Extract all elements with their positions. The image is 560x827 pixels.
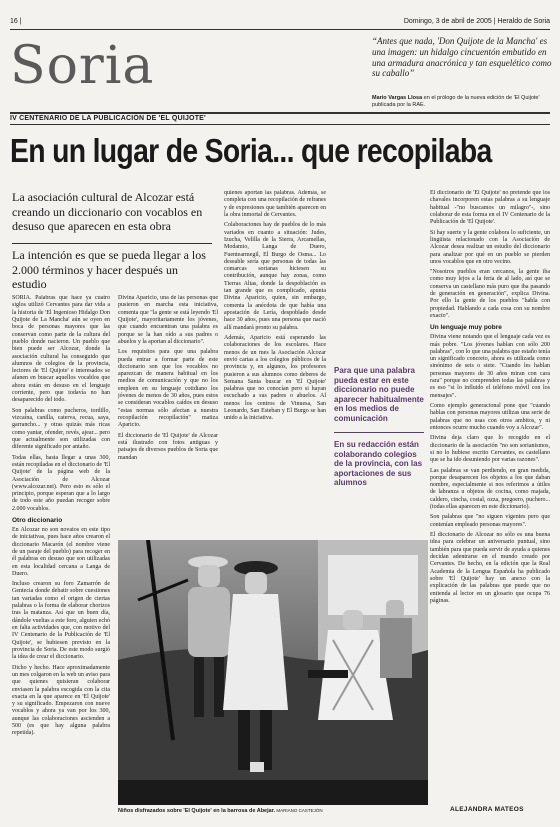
- date-and-paper: Domingo, 3 de abril de 2005 | Heraldo de Soria: [403, 18, 550, 25]
- paragraph: El diccionario de 'El Quijote' de Alcozar está ilustrado con fotos antiguas y paisajes de diversos pueblos de Soria que mandan: [118, 432, 218, 461]
- photo-credit: MARIANO CASTEJÓN: [275, 808, 323, 813]
- article-column-2: [118, 295, 218, 535]
- paragraph: Los requisitos para que una palabra pueda entrar a formar parte de este diccionario son que los vocablos no aparezcan de manera habitual en los medios de comunicación y que no los empleen en su lenguaje cotidiano los jóvenes de menos de 30 años, pues estos se consideran vocablos caídos en desuso "estas normas sólo afectan a nuestra recopilación recopilación" matiza Aparicio.: [118, 349, 218, 429]
- paragraph: El diccionario de 'El Quijote' no pretende que los chavales incorporen estas palabras a su lenguaje habitual -"no buscamos un milagro"-, sino colaborar de esta forma en el IV Centenario de la Publicación de 'El Quijote'.: [430, 190, 550, 226]
- paragraph: Divina deja claro que lo recogido en el diccionario de la asociación "no son sorianismos, si no lo hubiese escrito Cervantes, es castellano que se ha ido desuniendo por varias razones".: [430, 435, 550, 464]
- paragraph: Divina viene notando que el lenguaje cada vez es más pobre. "Los jóvenes hablan con sólo 200 palabras", con lo que una palabra que estaño tenía un significado concreto, ahora es utilizada como sinónimo de seis o siete. "Cuando les hablan personas mayores de 30 años miran con cara rara" porque no comprenden todas las palabras y es eso "si lo influido el teléfono móvil con los mensajes".: [430, 334, 550, 399]
- subheading: Un lenguaje muy pobre: [430, 324, 502, 332]
- quote-source: en el prólogo de la nueva edición de 'El Quijote' publicada por la RAE.: [372, 95, 540, 109]
- deck-primary: La asociación cultural de Alcozar está creando un diccionario con vocablos en desuso que aparecen en esta obra: [12, 190, 203, 234]
- paragraph: SORIA. Palabras que hace ya cuatro siglos utilizó Cervantes para dar vida a la historia de 'El Ingenioso Hidalgo Don Quijote de La Mancha' aún se oyen en boca de personas mayores que las conservan como parte de la cultura del pueblo donde nacieron. Un pueblo que bien puede ser Alcozar, donde la asociación cultural ha conseguido que alumnos de colegios de la provincia, lectores de 'El Quijote' e interesados se afanen en buscar aquellos vocablos que ahora están en desuso en el lenguaje corriente, pero que todavía no han desaparecido del todo.: [12, 295, 110, 404]
- section-title: Soria: [10, 36, 155, 96]
- paragraph: Además, Aparicio está esperando las colaboraciones de los escolares. Hace menos de un mes la Asociación Alcozar envió cartas a los colegios públicos de la provincia y, en algunos, los profesores pusieron a sus alumnos como deberes de Semana Santa buscar en 'El Quijote' palabras que no conocían pero si hayan escuchado a sus padres o abuelos. Al menos los centros de Vinuesa, San Leonardo, San Esteban y El Burgo se han unido a la iniciativa.: [224, 334, 326, 422]
- paragraph: Dicho y hecho. Hace aproximadamente un mes colgaron en la web un aviso para que quienes quisieran colaborar enviasen la palabra escogida con la cita exacta en la que aparece en 'El Quijote' y su significado. Empezaron con nueve vocablos y ahora ya van por los 300, aunque las colaboraciones ascienden a 500 (es que hay alguna palabra repetida).: [12, 664, 110, 737]
- paragraph: Divina Aparicio, una de las personas que pusieron en marcha esta iniciativa, comenta que "la gente se está leyendo 'El Quijote', mayoritariamente los jóvenes, que cuando encuentran una palabra es porque se la han oído a sus padres o abuelos y la aportan al diccionario".: [118, 295, 218, 345]
- quote-attribution: [372, 95, 552, 109]
- page-number: 16 |: [10, 18, 22, 25]
- article-column-4: [430, 190, 550, 802]
- deck-divider: [12, 243, 212, 244]
- photo-children-costumes: [118, 540, 428, 805]
- headline: En un lugar de Soria... que recopilaba: [10, 132, 492, 169]
- byline: ALEJANDRA MATEOS: [450, 806, 524, 813]
- paragraph: En Alcozar no son novatos en este tipo de iniciativas, pues hace años crearon el diccionario Macarón (el nombre viene de un paraje del pueblo) para recoger en él palabras en desuso que son utilizadas en esta localidad cercana a Langa de Duero.: [12, 526, 110, 577]
- page-header: [10, 18, 550, 25]
- paragraph: Colaboraciones hay de pueblos de lo más variados en cuanto a situación: Judes, Izucha, Velilla de la Sierra, Arcamellas, Modamio, Langa de Duero, Fuentearmegil, El Burgo de Osma... Lo deseable sería que personas de todas las comarcas sorianas hiciesen su contribución, aunque hay zonas, como Tierras Altas, donde la despoblación es tan grande que es complicado, apunta Divina Aparicio, quien, sin embargo, comenta la anécdota de que había una apostación de Lería, despoblado desde hace 30 años, pues una persona que nació allí mandará pronto su palabra.: [224, 222, 326, 331]
- article-column-1: [12, 295, 110, 805]
- paragraph: Todas ellas, hasta llegar a unas 300, están recopiladas en el diccionario de 'El Quijote' de la página web de la Asociación de Alcozar (www.alcozar.net). Pero esto es sólo el principio, porque esperan que a lo largo de todo este año puedan recoger sobre 2.000 vocablos.: [12, 454, 110, 512]
- section-rule: [10, 112, 550, 114]
- paragraph: Como ejemplo generacional pone que "cuando hablas con personas mayores utilizas una serie de palabras que no usas con otros ambitos, y ni entonces ocurre mucho cuando voy a Alcozar".: [430, 403, 550, 431]
- article-photo: [118, 540, 428, 805]
- paragraph: Si hay suerte y la gente colabora lo suficiente, un lingüista relacionado con la Asociación de Alcozar desea realizar un estudio del diccionario para analizar por qué en un pueblo se pierden unos vocablos que en otro vecino.: [430, 229, 550, 265]
- pull-quote: “Antes que nada, 'Don Quijote de la Mancha' es una imagen: un hidalgo cincuentón embutido en una armadura anacrónica y tan esquelético como su caballo”: [372, 36, 552, 79]
- deck-secondary: La intención es que se pueda llegar a los 2.000 términos y hacer después un estudio: [12, 248, 206, 292]
- paragraph: Las palabras se van perdiendo, en gran medida, porque desaparecen los objetos a los que daban nombre, especialmente si nos referimos a útiles de labranza u objetos de cocina, como majada, caldero, cincha, costal, ozza, pregoero, puchero... (todas ellas aparecen en este diccionario).: [430, 467, 550, 511]
- top-rule: [10, 29, 550, 30]
- pull-quote-1: Para que una palabra pueda estar en este diccionario no puede aparecer habitualmente en los medios de comunicación: [334, 366, 424, 423]
- kicker-rule: [10, 124, 550, 125]
- paragraph: El diccionario de Alcozar no sólo es una buena idea para celebrar un aniversario puntual, sino también para que pueda servir de ayuda a quienes decidan adentrarse en el mundo creado por Cervantes. De hecho, en la edición que la Real Academia de la Lengua Española ha publicado sobre 'El Quijote' hay un anexo con la explicación de las palabras que puede que no entienda al lector en un glosario que ocupa 76 páginas.: [430, 532, 550, 604]
- photo-caption: [118, 808, 428, 814]
- subheading: Otro diccionario: [12, 517, 63, 525]
- pull-quote-2: En su redacción están colaborando colegios de la provincia, con las aportaciones de sus alumnos: [334, 440, 423, 488]
- kicker: IV CENTENARIO DE LA PUBLICACIÓN DE 'EL QUIJOTE': [10, 115, 206, 122]
- paragraph: Son palabras como pucheros, tordillo, vizcaína, canilla, caterva, recua, saya, garrancho... y otras quizás más ricas como yantar, ofender, revés, ajear... pero que actualmente son utilizadas con diferente significado por antaño.: [12, 407, 110, 451]
- quote-author: Mario Vargas Llosa: [372, 95, 423, 101]
- paragraph: Son palabras que "no siguen vigentes pero que contenían empleado personas mayores".: [430, 514, 550, 528]
- pull-divider: [334, 432, 424, 433]
- caption-text: Niños disfrazados sobre 'El Quijote' en la barrosa de Abejar.: [118, 808, 276, 814]
- paragraph: quienes aportan las palabras. Además, se completa con una recopilación de refranes y de expresiones que también aparecen en la obra inmortal de Cervantes.: [224, 190, 326, 218]
- article-column-3: [224, 190, 326, 535]
- paragraph: "Nosotros pueblos eran cercanos, la gente iba como muy lejos a la feria de al lado, así que se conserva un castellano más puro que iba pasando de generación en generación", explica Divina. Por ello la gente de los pueblos "habla con propiedad. Hablando a cada cosa con su nombre exacto".: [430, 269, 550, 319]
- paragraph: Incluso crearon su foro Zamarrón de Gentecia donde debatir sobre cuestiones tan variadas como el origen de ciertas palabras o la forma de elaborar chorizos tras la matanza. Así que un buen día, dándole vueltas a este foro, alguien echó en falta actividades que, con motivo del IV Centenario de la Publicación de 'El Quijote', se hubiesen previsto en la provincia de Soria. De este modo surgió la idea de crear el diccionario.: [12, 581, 110, 661]
